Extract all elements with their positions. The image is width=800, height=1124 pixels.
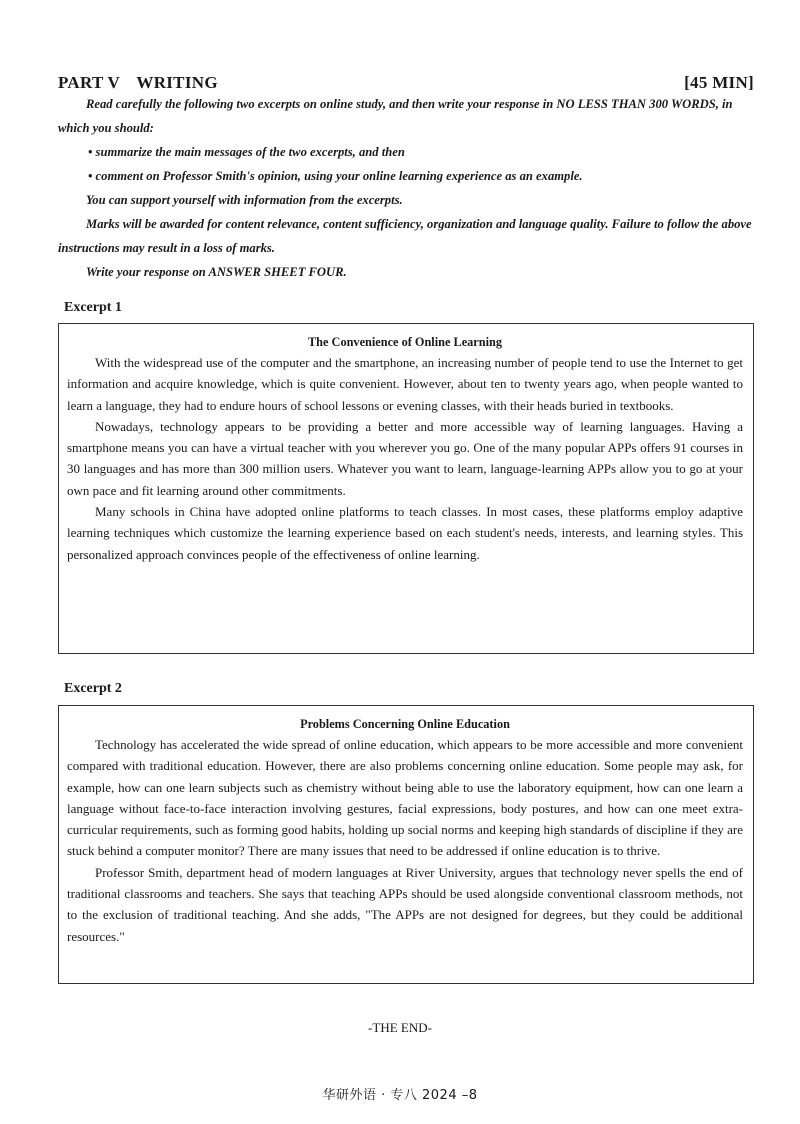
- excerpt-1-paragraph: With the widespread use of the computer and the smartphone, an increasing number of people tend to use the Internet to get information and acquire knowledge, which is quite convenient. However, about ten to twenty years ago, when people wanted to learn a language, they had to endure hours of school lessons or evening classes, with their heads buried in textbooks.: [67, 355, 743, 413]
- excerpt-1-title: The Convenience of Online Learning: [307, 335, 503, 349]
- page-footer: 华研外语 · 专八 2024 –8: [322, 1088, 478, 1103]
- excerpt-2-paragraph: Professor Smith, department head of modern languages at River University, argues that technology never spells the end of traditional classrooms and teachers. She says that teaching APPs should be used alongside conventional classroom methods, not to the exclusion of traditional teaching. And she adds, "The APPs are not designed for degrees, but they could be additional resources.": [67, 864, 743, 944]
- instruction-marks: Marks will be awarded for content relevance, content sufficiency, organization and language quality. Failure to follow the above instructions may result in a loss of marks.: [58, 217, 752, 255]
- section-header: [58, 73, 754, 93]
- instruction-main: Read carefully the following two excerpts on online study, and then write your response in NO LESS THAN 300 WORDS, in which you should:: [58, 97, 733, 135]
- instructions: [58, 92, 758, 284]
- excerpt-1-label: Excerpt 1: [64, 300, 122, 315]
- instruction-bullet-summarize: • summarize the main messages of the two excerpts, and then: [88, 145, 405, 159]
- part-title: [58, 73, 218, 93]
- excerpt-2-title: Problems Concerning Online Education: [300, 717, 510, 731]
- time-limit: [45 MIN]: [684, 73, 754, 92]
- excerpt-2-paragraph: Technology has accelerated the wide spread of online education, which appears to be more accessible and more convenient compared with traditional education. However, there are also problems concerning online education. Some people may ask, for example, how can one learn subjects such as chemistry without being able to use the laboratory equipment, how can one learn a language without face-to-face interaction involving gestures, facial expressions, body postures, and how can one meet extra-curricular requirements, such as forming good habits, holding up social norms and keeping high standards of discipline if they are stuck behind a computer monitor? There are many issues that need to be addressed if online education is to thrive.: [67, 737, 743, 859]
- instruction-answer-sheet: Write your response on ANSWER SHEET FOUR.: [86, 265, 347, 279]
- section-name: WRITING: [136, 73, 218, 92]
- excerpt-1-box: [58, 323, 754, 654]
- excerpt-1-paragraph: Nowadays, technology appears to be providing a better and more accessible way of learning languages. Having a smartphone means you can have a virtual teacher with you wherever you go. One of the many popular APPs offers 91 courses in 30 languages and has more than 300 million users. Whatever you want to learn, language-learning APPs allow you to go at your own pace and fit learning around other commitments.: [67, 418, 743, 498]
- part-number: PART V: [58, 73, 120, 92]
- the-end-marker: -THE END-: [368, 1020, 432, 1035]
- excerpt-1-paragraph: Many schools in China have adopted online platforms to teach classes. In most cases, these platforms employ adaptive learning techniques which customize the learning experience based on each student's needs, interests, and learning styles. This personalized approach convinces people of the effectiveness of online learning.: [67, 504, 743, 562]
- instruction-bullet-comment: • comment on Professor Smith's opinion, using your online learning experience as an example.: [88, 169, 583, 183]
- excerpt-2-box: [58, 705, 754, 984]
- excerpt-2-label: Excerpt 2: [64, 681, 122, 696]
- instruction-support: You can support yourself with information from the excerpts.: [86, 193, 403, 207]
